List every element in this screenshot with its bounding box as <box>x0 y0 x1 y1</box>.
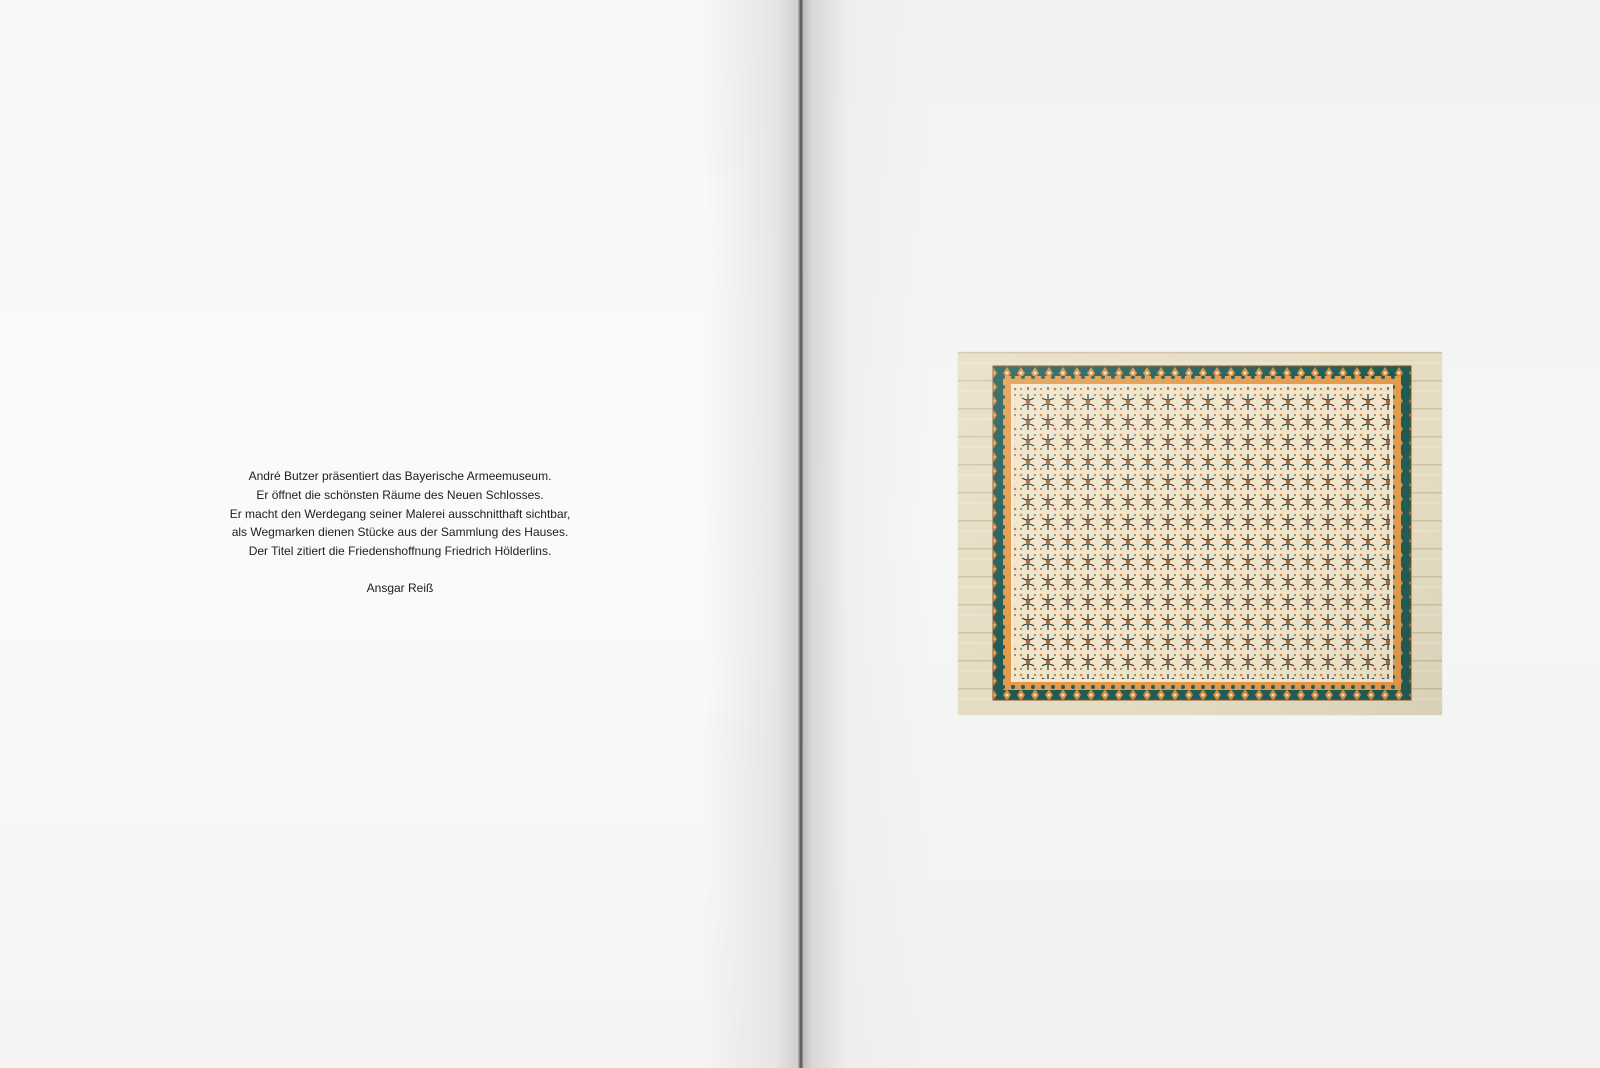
text-line-2: Er öffnet die schönsten Räume des Neuen Schlosses. <box>256 487 544 502</box>
author-name: Ansgar Reiß <box>366 581 434 596</box>
rug-image <box>958 352 1442 715</box>
text-line-5: Der Titel zitiert die Friedenshoffnung Friedrich Hölderlins. <box>248 544 552 559</box>
photo-light <box>958 352 1442 715</box>
text-line-1: André Butzer präsentiert das Bayerische Armeemuseum. <box>248 469 552 483</box>
book-gutter <box>798 0 803 1068</box>
text-line-3: Er macht den Werdegang seiner Malerei ausschnitthaft sichtbar, <box>229 506 571 521</box>
rug-photo <box>958 352 1442 715</box>
intro-text <box>200 467 600 598</box>
text-line-4: als Wegmarken dienen Stücke aus der Sammlung des Hauses. <box>231 525 569 540</box>
